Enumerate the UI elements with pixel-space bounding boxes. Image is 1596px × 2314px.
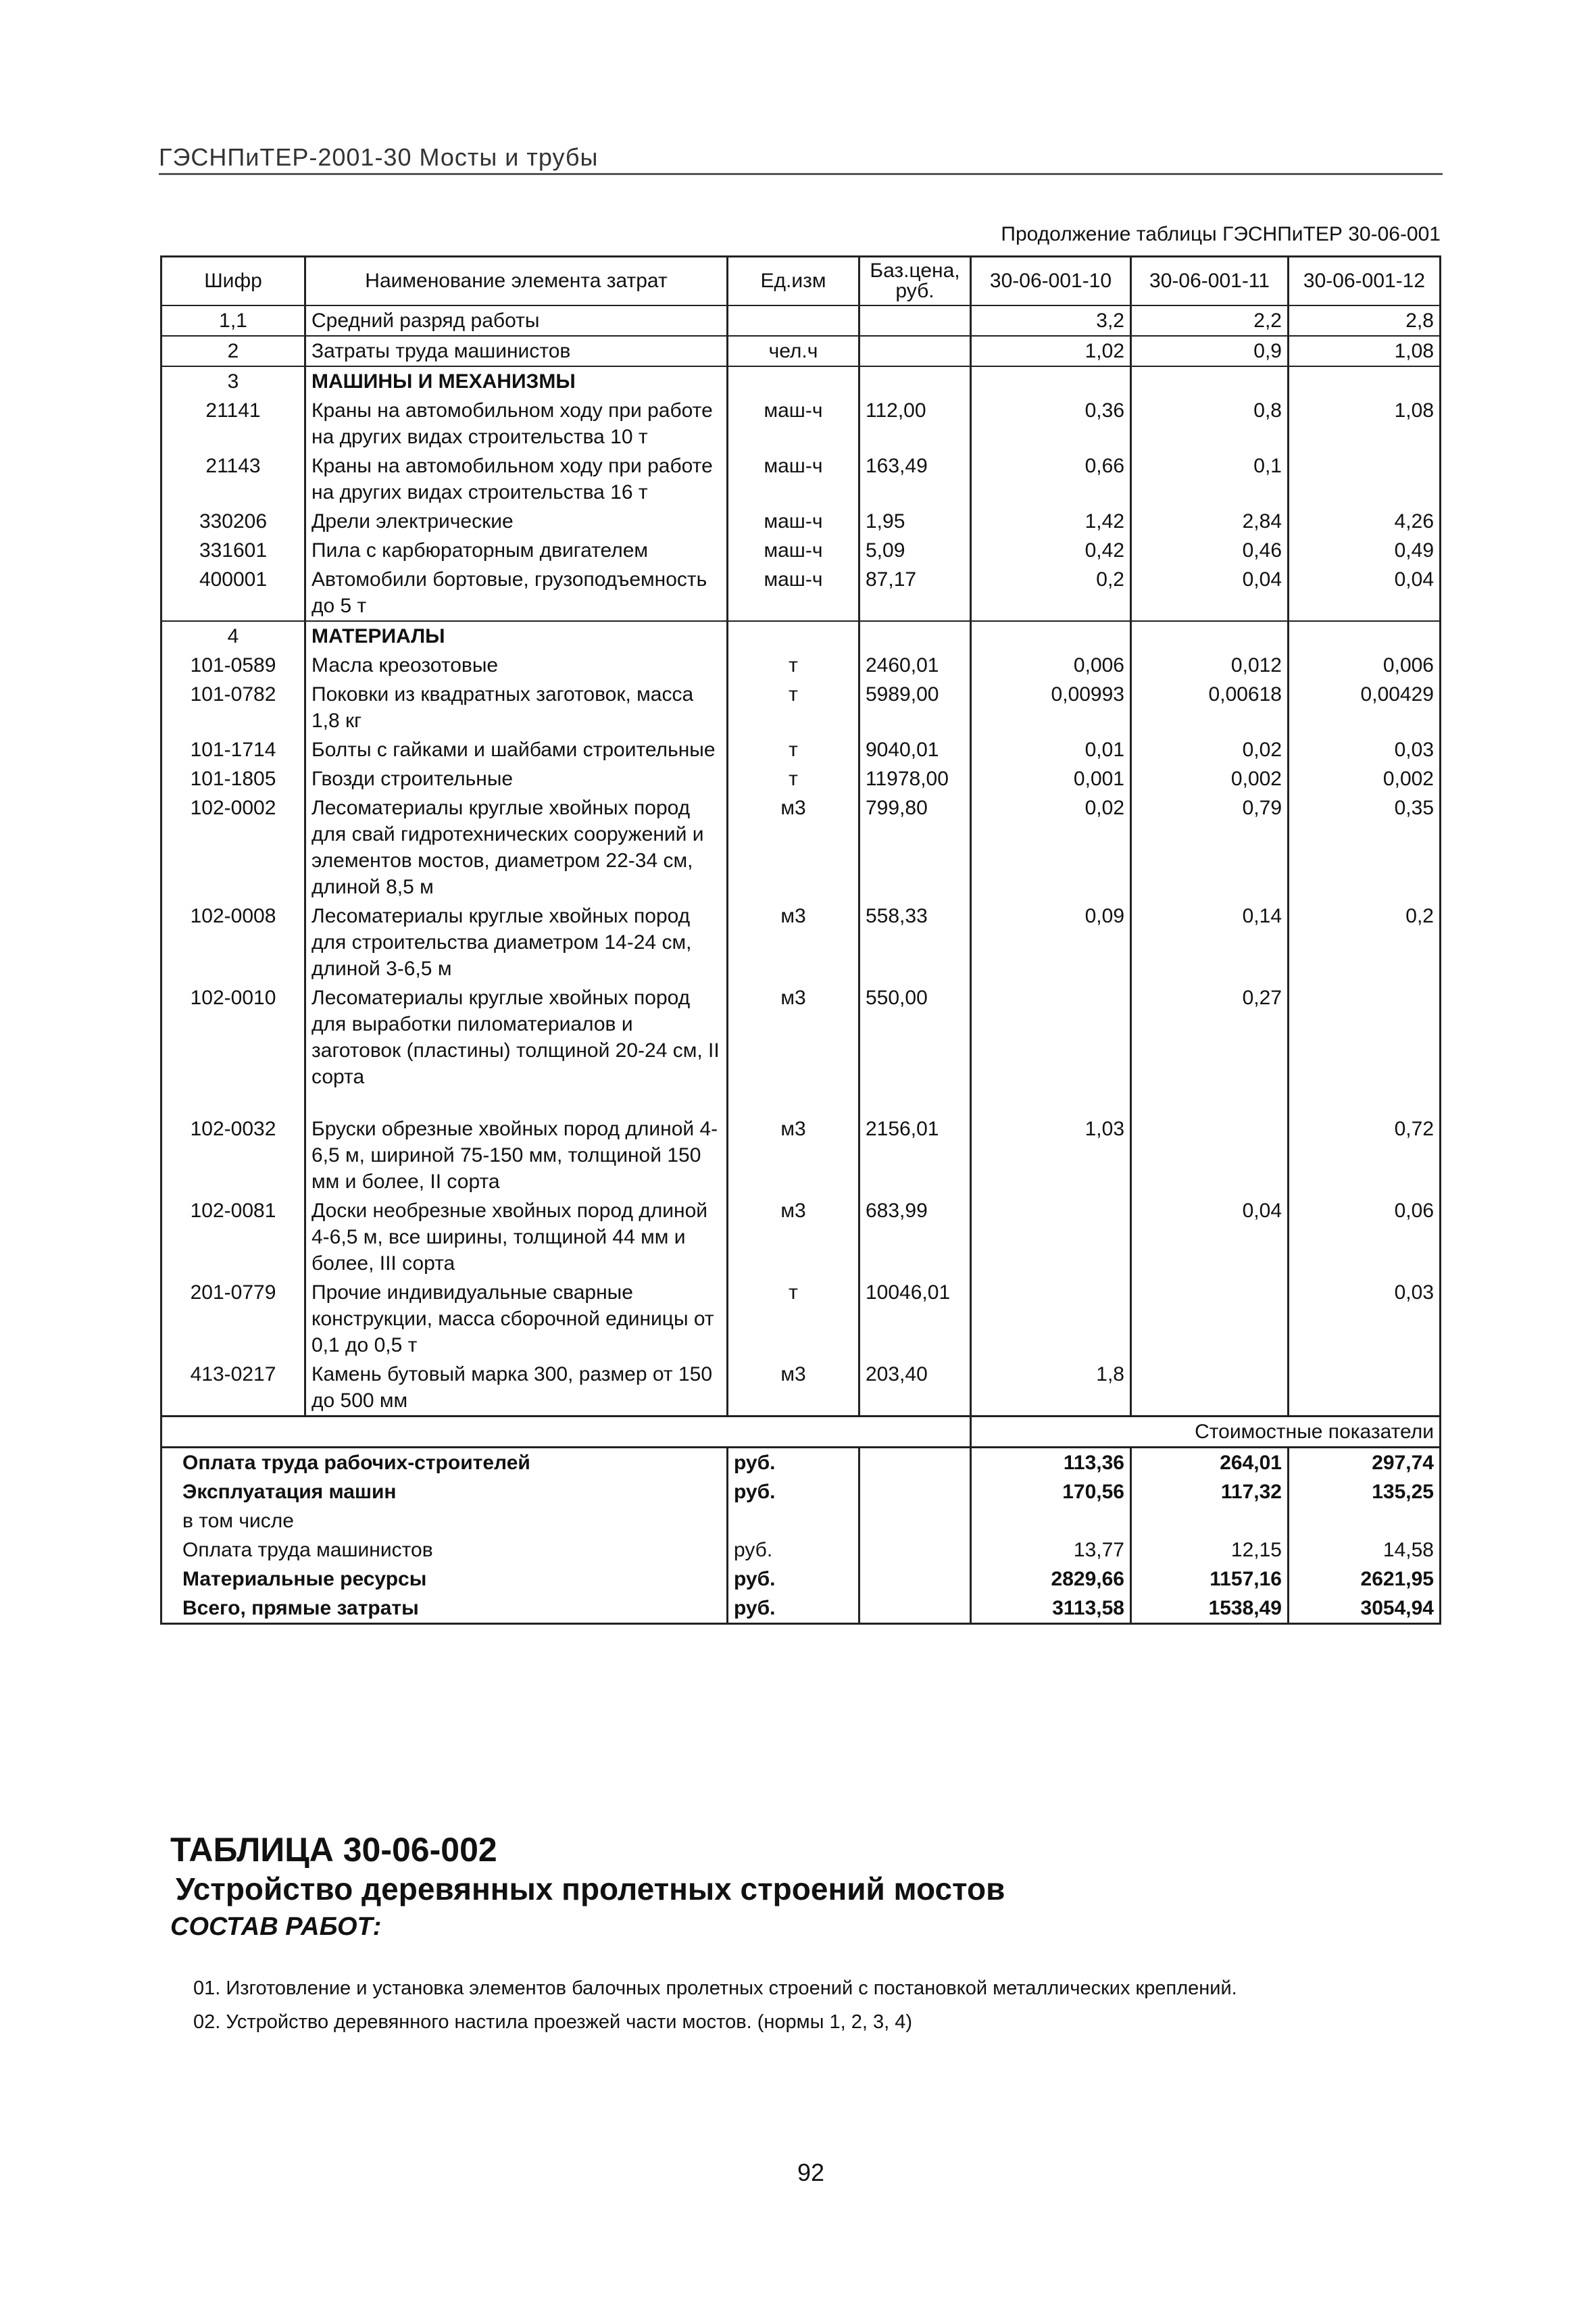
- row-code: 331601: [161, 536, 305, 565]
- empty-cell: [1131, 1091, 1289, 1114]
- row-unit: [728, 305, 859, 336]
- row-value-1: 0,36: [971, 396, 1131, 451]
- composition-label: СОСТАВ РАБОТ:: [170, 1913, 382, 1941]
- section-code: 4: [161, 621, 305, 651]
- row-value-1: 0,09: [971, 902, 1131, 983]
- row-name: Лесоматериалы круглые хвойных пород для выработки пиломатериалов и заготовок (пластины) толщиной 20-24 см, II сорта: [305, 983, 728, 1091]
- empty-cell: [305, 1091, 728, 1114]
- cost-unit: [728, 1506, 859, 1535]
- row-name: Бруски обрезные хвойных пород длиной 4-6,5 м, шириной 75-150 мм, толщиной 150 мм и более, II сорта: [305, 1114, 728, 1196]
- row-unit: т: [728, 1278, 859, 1360]
- empty-cell: [971, 621, 1131, 651]
- row-name: Краны на автомобильном ходу при работе на других видах строительства 10 т: [305, 396, 728, 451]
- table-row: [161, 764, 1441, 793]
- row-code: 2: [161, 336, 305, 366]
- row-value-2: 0,27: [1131, 983, 1289, 1091]
- row-name: Камень бутовый марка 300, размер от 150 до 500 мм: [305, 1360, 728, 1417]
- cost-row: [161, 1477, 1441, 1506]
- empty-cell: [859, 1506, 971, 1535]
- row-value-1: 0,66: [971, 451, 1131, 507]
- row-code: 201-0779: [161, 1278, 305, 1360]
- cost-name: Оплата труда рабочих-строителей: [161, 1448, 728, 1478]
- cost-row: [161, 1506, 1441, 1535]
- row-value-1: 0,006: [971, 651, 1131, 680]
- row-value-1: 0,02: [971, 793, 1131, 902]
- row-name: Лесоматериалы круглые хвойных пород для строительства диаметром 14-24 см, длиной 3-6,5 м: [305, 902, 728, 983]
- cost-value-3: 297,74: [1289, 1448, 1441, 1478]
- cost-value-1: 2829,66: [971, 1565, 1131, 1594]
- empty-cell: [161, 1091, 305, 1114]
- cost-value-3: 135,25: [1289, 1477, 1441, 1506]
- table-row: [161, 1196, 1441, 1278]
- next-table-number: ТАБЛИЦА 30-06-002: [170, 1831, 497, 1869]
- row-value-2: 0,8: [1131, 396, 1289, 451]
- row-value-3: 0,002: [1289, 764, 1441, 793]
- row-value-3: 2,8: [1289, 305, 1441, 336]
- header-unit: Ед.изм: [728, 257, 859, 306]
- row-value-2: 2,84: [1131, 507, 1289, 536]
- row-unit: м3: [728, 983, 859, 1091]
- row-name: Пила с карбюраторным двигателем: [305, 536, 728, 565]
- empty-cell: [859, 366, 971, 396]
- row-price: 163,49: [859, 451, 971, 507]
- row-value-1: 1,42: [971, 507, 1131, 536]
- empty-cell: [971, 1091, 1131, 1114]
- row-value-2: [1131, 1114, 1289, 1196]
- row-value-2: 0,04: [1131, 565, 1289, 621]
- row-price: [859, 305, 971, 336]
- row-price: 799,80: [859, 793, 971, 902]
- row-price: 203,40: [859, 1360, 971, 1417]
- row-price: 5989,00: [859, 680, 971, 735]
- cost-value-1: [971, 1506, 1131, 1535]
- cost-name: Всего, прямые затраты: [161, 1594, 728, 1624]
- row-value-3: 0,49: [1289, 536, 1441, 565]
- row-value-3: 0,35: [1289, 793, 1441, 902]
- row-name: Затраты труда машинистов: [305, 336, 728, 366]
- empty-cell: [728, 1091, 859, 1114]
- empty-cell: [728, 621, 859, 651]
- row-value-1: 3,2: [971, 305, 1131, 336]
- row-price: 2156,01: [859, 1114, 971, 1196]
- table-row: [161, 305, 1441, 336]
- row-value-1: [971, 983, 1131, 1091]
- table-row: [161, 507, 1441, 536]
- row-code: 413-0217: [161, 1360, 305, 1417]
- cost-value-2: 1157,16: [1131, 1565, 1289, 1594]
- row-unit: м3: [728, 1196, 859, 1278]
- table-row: [161, 651, 1441, 680]
- row-value-1: 0,001: [971, 764, 1131, 793]
- table-row: [161, 565, 1441, 621]
- cost-value-3: [1289, 1506, 1441, 1535]
- row-code: 102-0008: [161, 902, 305, 983]
- operation-item: 02. Устройство деревянного настила проезжей части мостов. (нормы 1, 2, 3, 4): [193, 2011, 913, 2033]
- cost-value-1: 170,56: [971, 1477, 1131, 1506]
- row-value-1: [971, 1196, 1131, 1278]
- row-unit: маш-ч: [728, 396, 859, 451]
- row-value-1: 0,2: [971, 565, 1131, 621]
- empty-cell: [859, 1091, 971, 1114]
- cost-name: Оплата труда машинистов: [161, 1535, 728, 1565]
- cost-unit: руб.: [728, 1477, 859, 1506]
- row-value-2: 0,9: [1131, 336, 1289, 366]
- row-name: Поковки из квадратных заготовок, масса 1,8 кг: [305, 680, 728, 735]
- row-value-2: 0,002: [1131, 764, 1289, 793]
- row-value-2: 0,012: [1131, 651, 1289, 680]
- cost-value-1: 3113,58: [971, 1594, 1131, 1624]
- row-value-3: [1289, 1360, 1441, 1417]
- empty-cell: [859, 1477, 971, 1506]
- page-number: 92: [797, 2159, 825, 2186]
- row-price: 5,09: [859, 536, 971, 565]
- row-value-1: 1,03: [971, 1114, 1131, 1196]
- cost-row: [161, 1594, 1441, 1624]
- row-value-3: 0,06: [1289, 1196, 1441, 1278]
- row-value-3: 0,00429: [1289, 680, 1441, 735]
- section-title: МАШИНЫ И МЕХАНИЗМЫ: [305, 366, 728, 396]
- table-row: [161, 536, 1441, 565]
- empty-cell: [1289, 1091, 1441, 1114]
- row-value-2: 0,1: [1131, 451, 1289, 507]
- cost-unit: руб.: [728, 1594, 859, 1624]
- table-row: [161, 983, 1441, 1091]
- row-name: Лесоматериалы круглые хвойных пород для свай гидротехнических сооружений и элементов мостов, диаметром 22-34 см, длиной 8,5 м: [305, 793, 728, 902]
- row-price: 683,99: [859, 1196, 971, 1278]
- row-value-3: [1289, 451, 1441, 507]
- row-value-3: 0,03: [1289, 1278, 1441, 1360]
- row-code: 101-1805: [161, 764, 305, 793]
- row-price: [859, 336, 971, 366]
- row-value-3: 4,26: [1289, 507, 1441, 536]
- row-value-2: [1131, 1360, 1289, 1417]
- cost-value-3: 14,58: [1289, 1535, 1441, 1565]
- cost-name: в том числе: [161, 1506, 728, 1535]
- row-value-2: 2,2: [1131, 305, 1289, 336]
- row-unit: м3: [728, 1114, 859, 1196]
- empty-cell: [859, 1535, 971, 1565]
- header-column-2: 30-06-001-11: [1131, 257, 1289, 306]
- cost-name: Эксплуатация машин: [161, 1477, 728, 1506]
- row-value-2: 0,14: [1131, 902, 1289, 983]
- row-name: Прочие индивидуальные сварные конструкции, масса сборочной единицы от 0,1 до 0,5 т: [305, 1278, 728, 1360]
- header-column-1: 30-06-001-10: [971, 257, 1131, 306]
- operation-item: 01. Изготовление и установка элементов балочных пролетных строений с постановкой металлических креплений.: [193, 1977, 1237, 1999]
- row-price: 558,33: [859, 902, 971, 983]
- row-unit: т: [728, 651, 859, 680]
- row-code: 21143: [161, 451, 305, 507]
- row-unit: маш-ч: [728, 507, 859, 536]
- row-value-2: [1131, 1278, 1289, 1360]
- table-row: [161, 735, 1441, 764]
- row-name: Дрели электрические: [305, 507, 728, 536]
- row-code: 102-0010: [161, 983, 305, 1091]
- row-code: 21141: [161, 396, 305, 451]
- table-row: [161, 396, 1441, 451]
- row-value-1: 0,01: [971, 735, 1131, 764]
- row-name: Масла креозотовые: [305, 651, 728, 680]
- empty-cell: [1131, 621, 1289, 651]
- row-value-3: 0,72: [1289, 1114, 1441, 1196]
- row-unit: т: [728, 735, 859, 764]
- row-value-2: 0,79: [1131, 793, 1289, 902]
- row-name: Гвозди строительные: [305, 764, 728, 793]
- row-unit: м3: [728, 902, 859, 983]
- spacer-row: [161, 1091, 1441, 1114]
- row-value-1: 1,02: [971, 336, 1131, 366]
- row-price: 112,00: [859, 396, 971, 451]
- row-value-3: 0,2: [1289, 902, 1441, 983]
- header-column-3: 30-06-001-12: [1289, 257, 1441, 306]
- row-price: 2460,01: [859, 651, 971, 680]
- table-row: [161, 1114, 1441, 1196]
- table-row: [161, 1360, 1441, 1417]
- row-value-3: 1,08: [1289, 336, 1441, 366]
- row-unit: маш-ч: [728, 536, 859, 565]
- row-name: Краны на автомобильном ходу при работе на других видах строительства 16 т: [305, 451, 728, 507]
- section-title: МАТЕРИАЛЫ: [305, 621, 728, 651]
- row-value-2: 0,00618: [1131, 680, 1289, 735]
- row-price: 1,95: [859, 507, 971, 536]
- row-value-1: 0,00993: [971, 680, 1131, 735]
- row-value-2: 0,02: [1131, 735, 1289, 764]
- cost-value-2: 117,32: [1131, 1477, 1289, 1506]
- cost-value-2: 264,01: [1131, 1448, 1289, 1478]
- row-name: Доски необрезные хвойных пород длиной 4-6,5 м, все ширины, толщиной 44 мм и более, III сорта: [305, 1196, 728, 1278]
- row-value-3: 1,08: [1289, 396, 1441, 451]
- cost-caption: Стоимостные показатели: [971, 1417, 1441, 1448]
- row-value-3: 0,04: [1289, 565, 1441, 621]
- row-code: 330206: [161, 507, 305, 536]
- resource-table: [160, 255, 1439, 1625]
- row-value-2: 0,46: [1131, 536, 1289, 565]
- empty-cell: [859, 1594, 971, 1624]
- row-name: Автомобили бортовые, грузоподъемность до 5 т: [305, 565, 728, 621]
- row-value-1: 0,42: [971, 536, 1131, 565]
- row-unit: чел.ч: [728, 336, 859, 366]
- cost-unit: руб.: [728, 1448, 859, 1478]
- cost-value-1: 13,77: [971, 1535, 1131, 1565]
- row-code: 102-0032: [161, 1114, 305, 1196]
- table-row: [161, 336, 1441, 366]
- cost-row: [161, 1448, 1441, 1478]
- row-value-3: 0,03: [1289, 735, 1441, 764]
- row-name: Болты с гайками и шайбами строительные: [305, 735, 728, 764]
- empty-cell: [1289, 621, 1441, 651]
- empty-cell: [161, 1417, 971, 1448]
- running-header: ГЭСНПиТЕР-2001-30 Мосты и трубы: [159, 143, 1443, 175]
- cost-value-3: 3054,94: [1289, 1594, 1441, 1624]
- empty-cell: [859, 1565, 971, 1594]
- table-row: [161, 680, 1441, 735]
- row-name: Средний разряд работы: [305, 305, 728, 336]
- row-code: 102-0081: [161, 1196, 305, 1278]
- section-row: [161, 366, 1441, 396]
- table-header-row: [161, 257, 1441, 306]
- row-code: 101-1714: [161, 735, 305, 764]
- cost-value-2: 1538,49: [1131, 1594, 1289, 1624]
- empty-cell: [859, 1448, 971, 1478]
- row-code: 400001: [161, 565, 305, 621]
- row-value-1: 1,8: [971, 1360, 1131, 1417]
- row-code: 101-0589: [161, 651, 305, 680]
- cost-unit: руб.: [728, 1535, 859, 1565]
- empty-cell: [859, 621, 971, 651]
- section-code: 3: [161, 366, 305, 396]
- row-unit: т: [728, 680, 859, 735]
- section-row: [161, 621, 1441, 651]
- row-value-3: [1289, 983, 1441, 1091]
- empty-cell: [971, 366, 1131, 396]
- cost-unit: руб.: [728, 1565, 859, 1594]
- cost-row: [161, 1535, 1441, 1565]
- header-code: Шифр: [161, 257, 305, 306]
- row-code: 102-0002: [161, 793, 305, 902]
- cost-value-1: 113,36: [971, 1448, 1131, 1478]
- header-price: Баз.цена, руб.: [859, 257, 971, 306]
- cost-value-3: 2621,95: [1289, 1565, 1441, 1594]
- empty-cell: [1131, 366, 1289, 396]
- row-value-3: 0,006: [1289, 651, 1441, 680]
- cost-name: Материальные ресурсы: [161, 1565, 728, 1594]
- row-code: 1,1: [161, 305, 305, 336]
- row-price: 10046,01: [859, 1278, 971, 1360]
- row-unit: маш-ч: [728, 565, 859, 621]
- table-row: [161, 793, 1441, 902]
- row-unit: м3: [728, 1360, 859, 1417]
- cost-row: [161, 1565, 1441, 1594]
- row-unit: м3: [728, 793, 859, 902]
- row-price: 9040,01: [859, 735, 971, 764]
- row-unit: т: [728, 764, 859, 793]
- empty-cell: [728, 366, 859, 396]
- row-unit: маш-ч: [728, 451, 859, 507]
- cost-value-2: 12,15: [1131, 1535, 1289, 1565]
- table-row: [161, 902, 1441, 983]
- table-row: [161, 451, 1441, 507]
- next-table-title: Устройство деревянных пролетных строений мостов: [176, 1871, 1005, 1906]
- header-name: Наименование элемента затрат: [305, 257, 728, 306]
- cost-caption-row: [161, 1417, 1441, 1448]
- row-price: 11978,00: [859, 764, 971, 793]
- row-price: 87,17: [859, 565, 971, 621]
- row-code: 101-0782: [161, 680, 305, 735]
- row-value-2: 0,04: [1131, 1196, 1289, 1278]
- table-row: [161, 1278, 1441, 1360]
- table-continued-caption: Продолжение таблицы ГЭСНПиТЕР 30-06-001: [1001, 223, 1441, 245]
- row-price: 550,00: [859, 983, 971, 1091]
- row-value-1: [971, 1278, 1131, 1360]
- cost-value-2: [1131, 1506, 1289, 1535]
- empty-cell: [1289, 366, 1441, 396]
